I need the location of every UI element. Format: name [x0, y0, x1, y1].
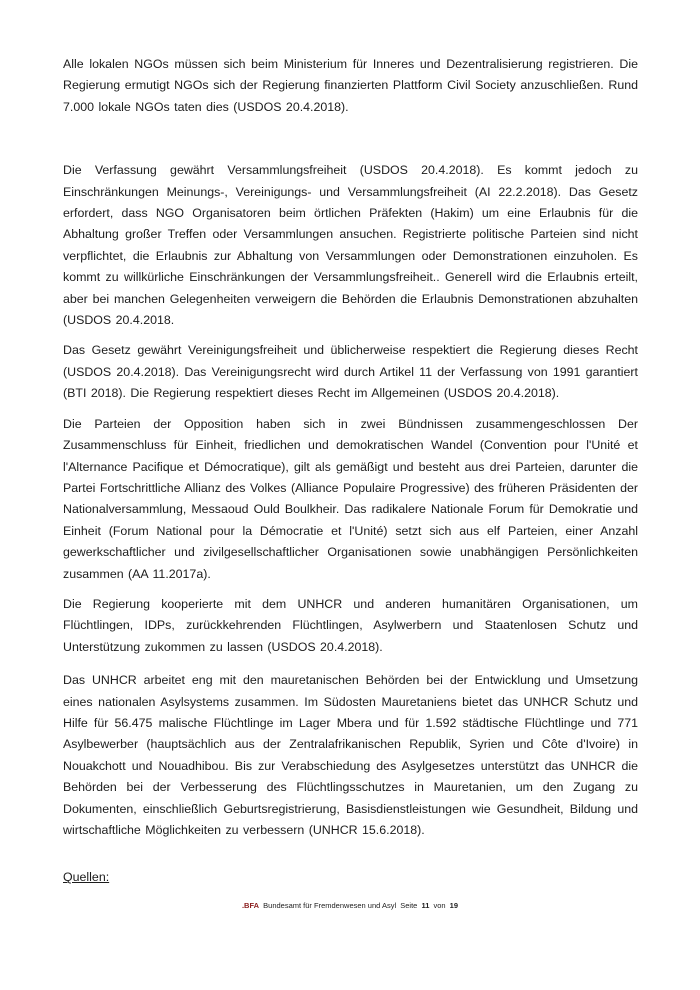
paragraph-unhcr-asylum-system: Das UNHCR arbeitet eng mit den mauretanischen Behörden bei der Entwicklung und Umsetzung eines nationalen Asylsystems zusammen. Im Südosten Mauretaniens bietet das UNHCR Schutz und Hilfe für 56.475 malische Flüchtlinge im Lager Mbera und für 1.592 städtische Flüchtlinge und 771 Asylbewerber (hauptsächlich aus der Zentralafrikanischen Republik, Syrien und Côte d'Ivoire) in Nouakchott und Nouadhibou. Bis zur Verabschiedung des Asylgesetzes unterstützt das UNHCR die Behörden bei der Verbesserung des Flüchtlingsschutzes in Mauretanien, um den Zugang zu Dokumenten, einschließlich Geburtsregistrierung, Basisdienstleistungen wie Gesundheit, Bildung und wirtschaftliche Möglichkeiten zu verbessern (UNHCR 15.6.2018).	[63, 673, 638, 837]
paragraph-opposition-parties: Die Parteien der Opposition haben sich in zwei Bündnissen zusammengeschlossen Der Zusammenschluss für Einheit, friedlichen und demokratischen Wandel (Convention pour l'Unité et l'Alternance Pacifique et Démocratique), gilt als gemäßigt und besteht aus drei Parteien, darunter die Partei Fortschrittliche Allianz des Volkes (Alliance Populaire Progressive) des früheren Präsidenten der Nationalversammlung, Messaoud Ould Boulkheir. Das radikalere Nationale Forum für Demokratie und Einheit (Forum National pour la Démocratie et l'Unité) setzt sich aus elf Parteien, einer Anzahl gewerkschaftlicher und zivilgesellschaftlicher Organisationen sowie unabhängigen Persönlichkeiten zusammen (AA 11.2017a).	[63, 416, 638, 581]
paragraph-unhcr-cooperation: Die Regierung kooperierte mit dem UNHCR und anderen humanitären Organisationen, um Flüchtlingen, IDPs, zurückkehrenden Flüchtlingen, Asylwerbern und Staatenlosen Schutz und Unterstützung zukommen zu lassen (USDOS 20.4.2018).	[63, 596, 638, 654]
sources-heading: Quellen:	[63, 870, 110, 885]
footer-of-label: von	[433, 901, 446, 910]
page-footer	[0, 900, 700, 911]
footer-org-name: Bundesamt für Fremdenwesen und Asyl	[263, 901, 397, 910]
footer-page-number: 11	[421, 901, 430, 910]
footer-total-pages: 19	[449, 901, 459, 910]
paragraph-assembly-freedom: Die Verfassung gewährt Versammlungsfreiheit (USDOS 20.4.2018). Es kommt jedoch zu Einschränkungen Meinungs-, Vereinigungs- und Versammlungsfreiheit (AI 22.2.2018). Das Gesetz erfordert, dass NGO Organisatoren beim örtlichen Präfekten (Hakim) um eine Erlaubnis für die Abhaltung großer Treffen oder Versammlungen ansuchen. Registrierte politische Parteien sind nicht verpflichtet, die Erlaubnis zur Abhaltung von Versammlungen oder Demonstrationen einzuholen. Es kommt zu willkürliche Einschränkungen der Versammlungsfreiheit.. Generell wird die Erlaubnis erteilt, aber bei manchen Gelegenheiten verweigern die Behörden die Erlaubnis Demonstrationen abzuhalten (USDOS 20.4.2018.	[63, 163, 638, 328]
paragraph-association-freedom: Das Gesetz gewährt Vereinigungsfreiheit und üblicherweise respektiert die Regierung dieses Recht (USDOS 20.4.2018). Das Vereinigungsrecht wird durch Artikel 11 der Verfassung von 1991 garantiert (BTI 2018). Die Regierung respektiert dieses Recht im Allgemeinen (USDOS 20.4.2018).	[63, 343, 638, 401]
footer-page-label: Seite	[400, 901, 418, 910]
paragraph-ngo-registration: Alle lokalen NGOs müssen sich beim Ministerium für Inneres und Dezentralisierung registrieren. Die Regierung ermutigt NGOs sich der Regierung finanzierten Plattform Civil Society anzuschließen. Rund 7.000 lokale NGOs taten dies (USDOS 20.4.2018).	[63, 57, 638, 114]
page-body	[63, 54, 638, 889]
bfa-logo: .BFA	[241, 901, 260, 910]
